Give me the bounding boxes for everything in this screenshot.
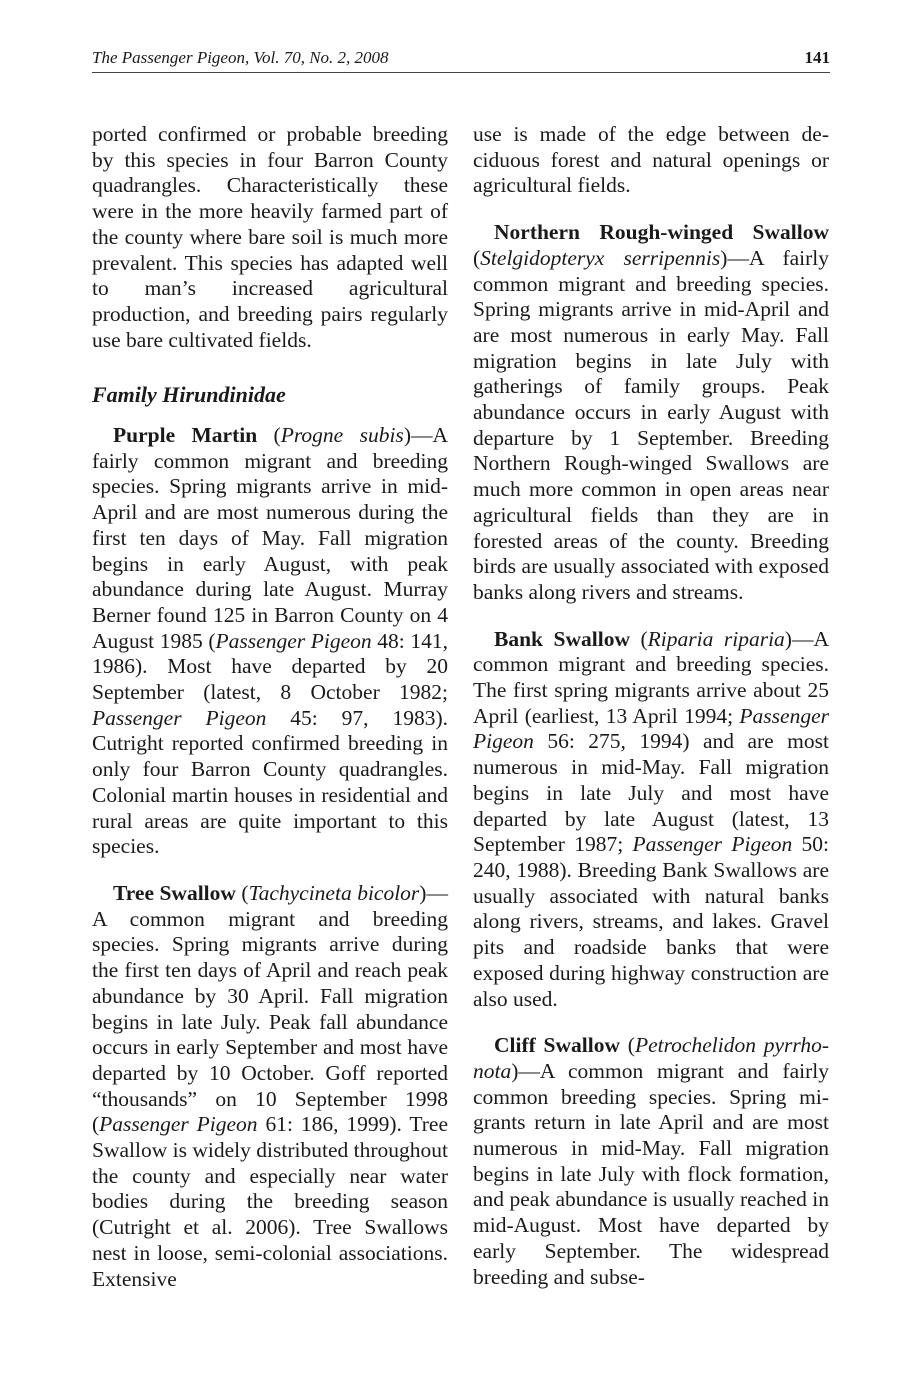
right-column [473,122,829,1311]
text-run: ( [235,880,249,905]
continued-paragraph [473,122,829,199]
latin-name: Petrochelidon pyrrhonota [473,1033,830,1083]
citation-title: Passenger Pigeon [215,628,372,653]
text-run: )—A common migrant and fairly common breeding species. Spring migrants return in late April and are most numerous in mid-May. Fall migration begins in late July with flock formation, and peak abundance is usually reached in mid-August. Most have departed by early September. The widespread breeding and subse- [473,1058,829,1289]
journal-title: The Passenger Pigeon, Vol. 70, No. 2, 2008 [92,48,389,67]
text-run: 56: 275, 1994) and are most numerous in mid-May. Fall migration begins in late July and most have departed by late August (latest, 13 September 1987; [473,729,829,857]
text-run: ( [620,1033,635,1058]
text-run: 61: 186, 1999). Tree Swallow is widely distributed throughout the county and especially near water bodies during the breeding season (Cutright et al. 2006). Tree Swallows nest in loose, semi-colonial associations. Extensive [92,1112,449,1291]
species-entry-tree-swallow [92,881,448,1292]
species-name: Cliff Swallow [494,1033,621,1058]
text-run: )—A common migrant and breeding species. Spring migrants arrive during the first ten days of April and reach peak abundance by 30 April. Fall migration begins in late July. Peak fall abundance occurs in early September and most have departed by 10 October. Goff reported “thousands” on 10 September 1998 ( [92,880,448,1137]
running-head [92,48,830,72]
citation-title: Passenger Pigeon [99,1112,258,1137]
paragraph-text: use is made of the edge between deciduous forest and natural openings or agricultural fields. [473,122,829,198]
citation-title: Passenger Pigeon [632,832,793,857]
species-entry-bank-swallow [473,627,829,1013]
text-run: )—A common migrant and breeding species. The first spring migrants arrive about 25 April (earliest, 13 April 1994; [473,626,829,728]
species-name: Northern Rough-winged Swallow [494,220,829,245]
text-run: )—A fairly common migrant and breeding species. Spring migrants arrive in mid-April and are most numerous during the first ten days of May. Fall migration begins in early August, with peak abundance during late August. Murray Berner found 125 in Barron County on 4 August 1985 ( [92,423,448,653]
species-entry-purple-martin [92,423,448,860]
text-run: )—A fairly common migrant and breeding species. Spring migrants arrive in mid-April and are most numerous in early May. Fall migration begins in late July with gatherings of family groups. Peak abundance occurs in early August with departure by 1 September. Breeding Northern Rough-winged Swallows are much more common in open areas near agricultural fields than they are in forested areas of the county. Breeding birds are usually associated with exposed banks along rivers and streams. [473,245,830,604]
latin-name: Riparia riparia [647,626,785,651]
species-name: Tree Swallow [113,880,236,905]
family-heading: Family Hirundinidae [92,382,286,408]
latin-name: Tachycineta bicolor [248,880,420,905]
text-run: ( [473,245,481,270]
text-run: 45: 97, 1983). Cutright reported confirmed breeding in only four Barron County quadrangles. Colonial martin houses in residential and rural areas are quite important to this species. [92,705,449,859]
latin-name: Stelgidopteryx serripennis [480,245,721,270]
text-run: ( [257,423,281,448]
citation-title: Passenger Pigeon [92,705,267,730]
latin-name: Progne subis [280,423,404,448]
paragraph-text: ported confirmed or probable breeding by this species in four Barron County quadrangles. Characteristically these were in the more heavily farmed part of the county where bare soil is much more prevalent. This species has adapted well to man’s increased agricultural production, and breeding pairs regularly use bare cultivated fields. [92,122,448,352]
species-entry-rough-winged-swallow [473,220,829,606]
text-run: 50: 240, 1988). Breeding Bank Swallows are usually associated with natural banks along rivers, streams, and lakes. Gravel pits and roadside banks that were exposed during highway construction are also used. [473,832,829,1011]
left-column [92,122,448,1313]
header-rule [92,72,830,73]
text-run: ( [629,626,648,651]
species-name: Bank Swallow [494,626,630,651]
species-name: Purple Martin [113,423,258,448]
species-entry-cliff-swallow [473,1033,829,1290]
text-run: 48: 141, 1986). Most have departed by 20 September (latest, 8 October 1982; [92,628,449,705]
page-number: 141 [804,48,830,67]
citation-title: Passenger Pigeon [473,703,829,754]
continued-paragraph [92,122,448,353]
